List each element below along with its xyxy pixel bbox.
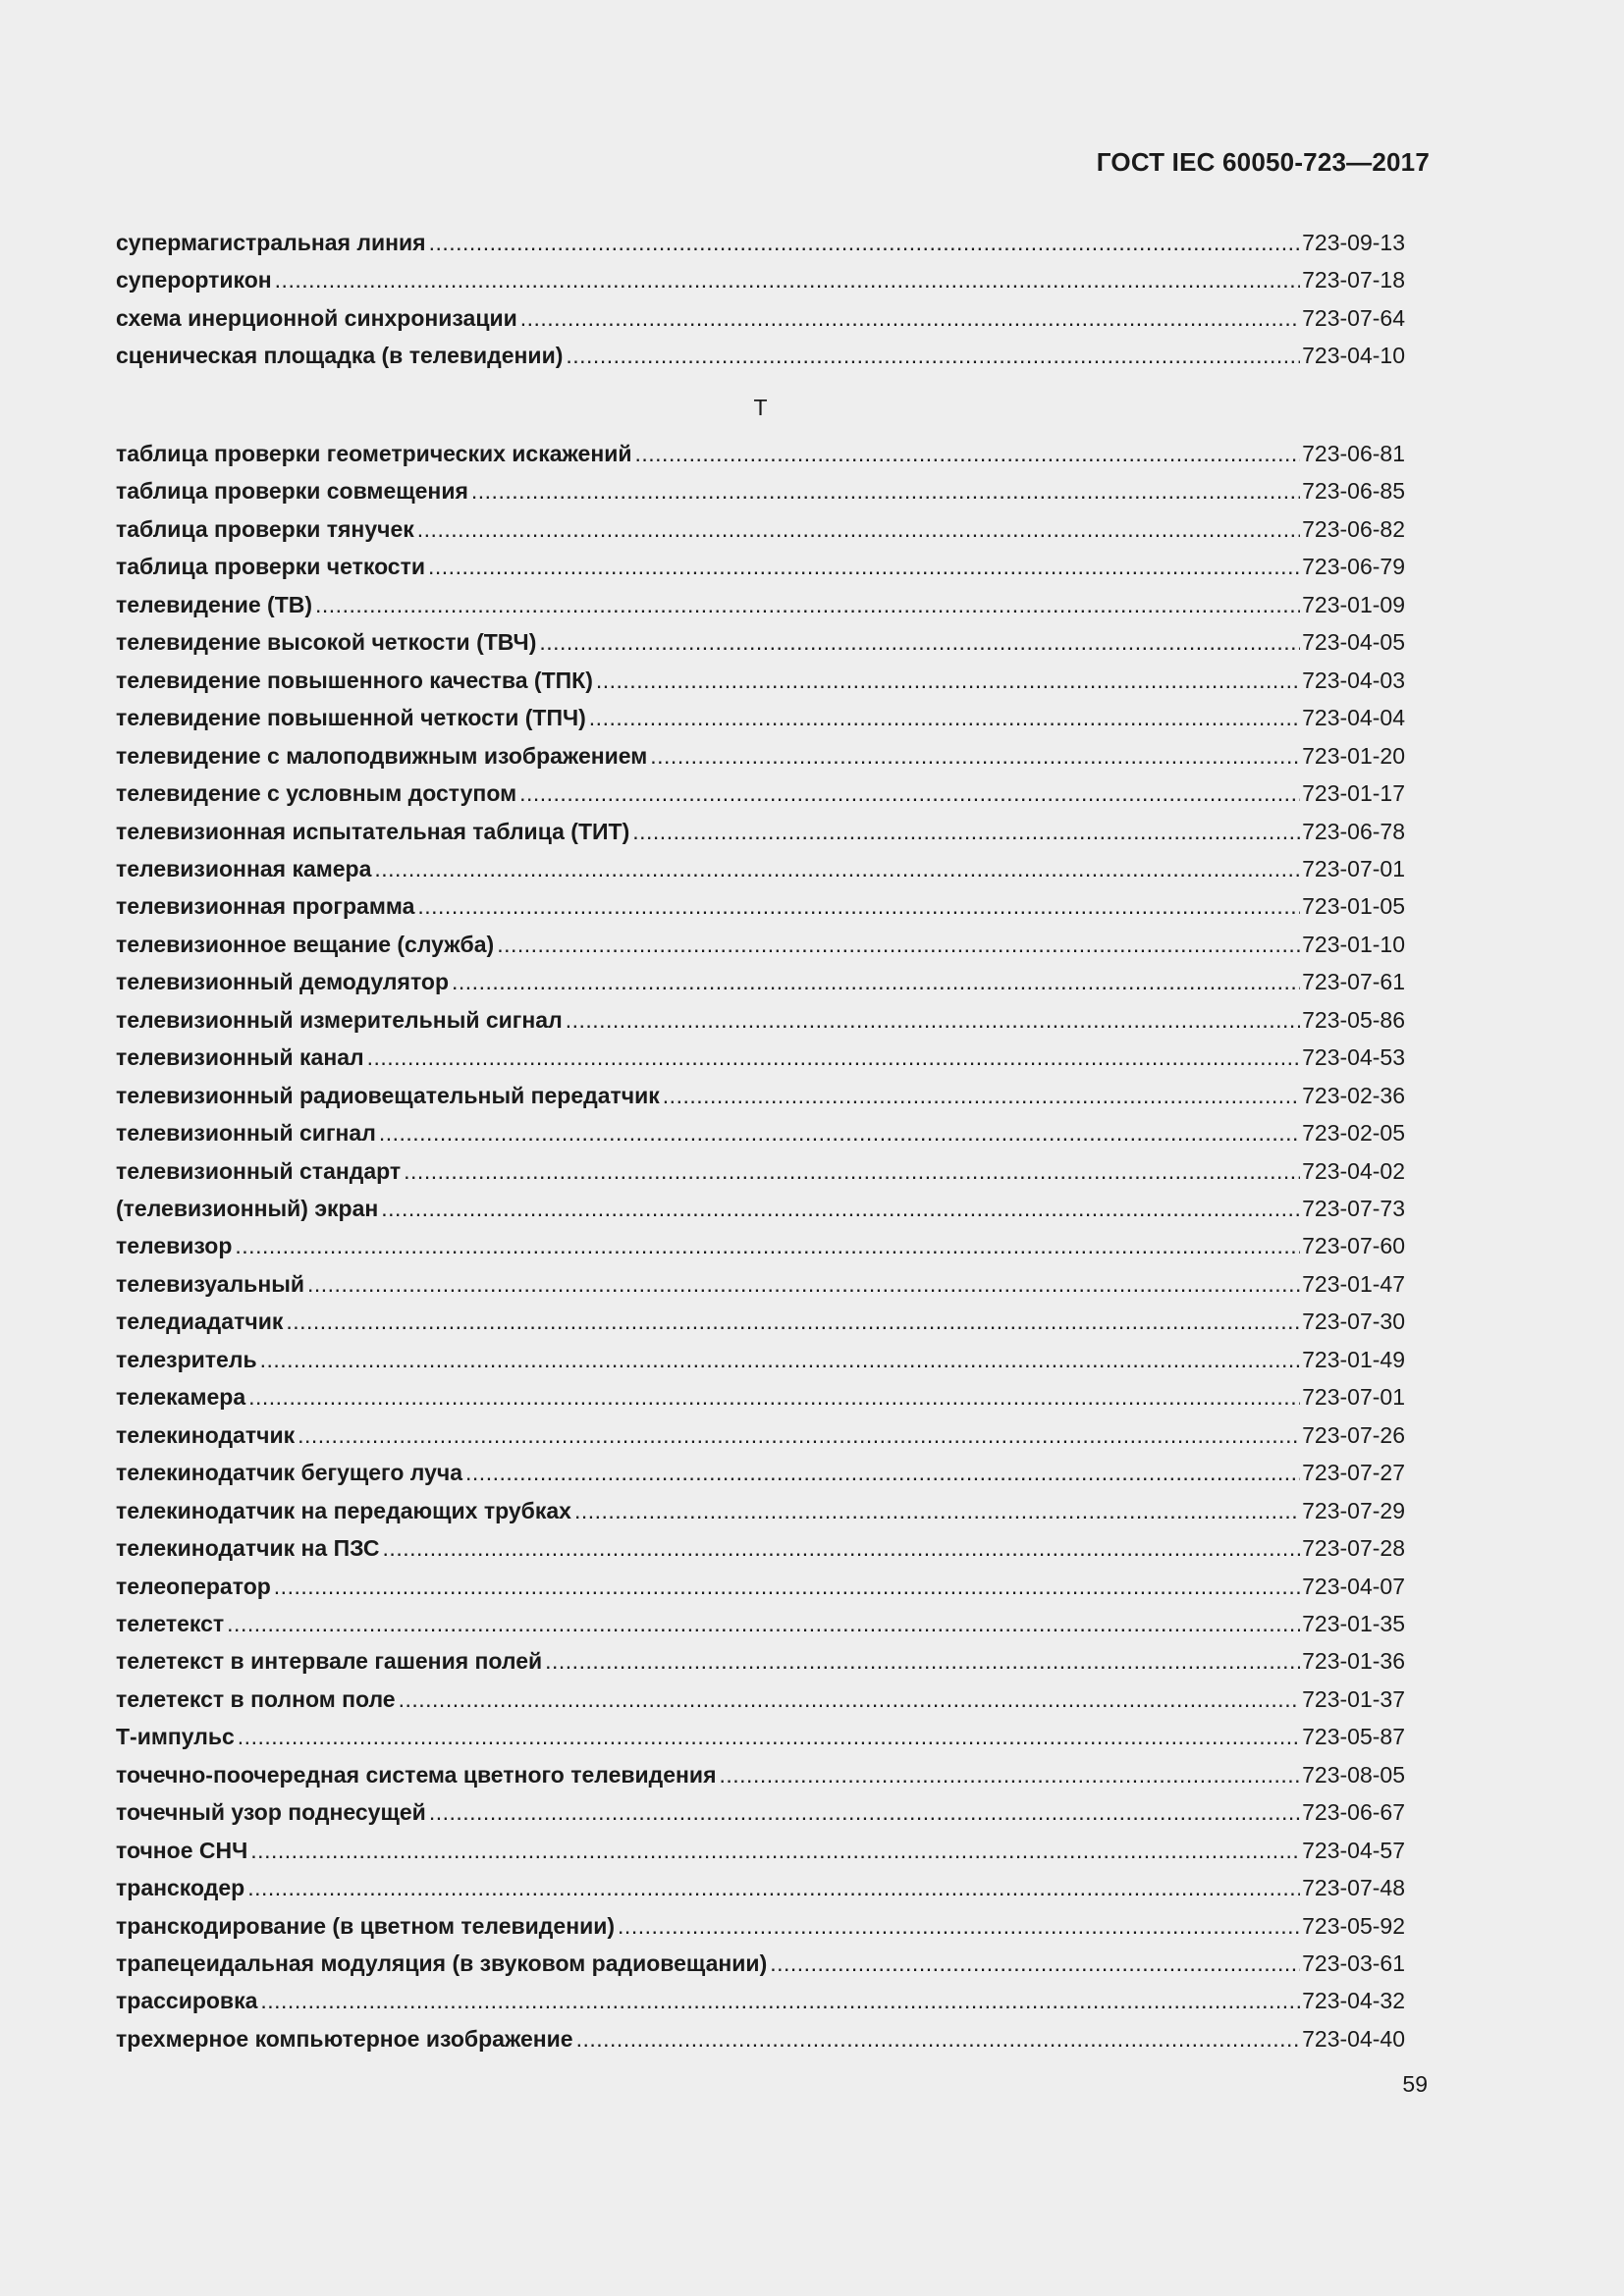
index-entry <box>116 1378 1405 1415</box>
index-term: телевидение повышенной четкости (ТПЧ) <box>116 705 586 731</box>
index-code: 723-07-01 <box>1302 1384 1405 1411</box>
index-term: телекинодатчик на передающих трубках <box>116 1497 571 1523</box>
index-code: 723-04-53 <box>1302 1044 1405 1071</box>
index-term: суперортикон <box>116 267 272 294</box>
index-term: телевизионный канал <box>116 1044 364 1071</box>
index-code: 723-05-92 <box>1302 1912 1405 1939</box>
index-entry <box>116 699 1405 736</box>
index-term: транскодирование (в цветном телевидении) <box>116 1912 616 1939</box>
dot-leader <box>632 813 1300 850</box>
dot-leader <box>379 1114 1300 1151</box>
index-code: 723-06-78 <box>1302 818 1405 844</box>
index-entry <box>116 435 1405 472</box>
dot-leader <box>635 435 1301 472</box>
index-code: 723-01-09 <box>1302 591 1405 617</box>
index-code: 723-09-13 <box>1302 230 1405 255</box>
dot-leader <box>566 337 1300 374</box>
dot-leader <box>260 1341 1301 1378</box>
index-code: 723-08-05 <box>1302 1761 1405 1788</box>
index-entry <box>116 1303 1405 1340</box>
index-code: 723-04-02 <box>1302 1157 1405 1184</box>
index-entry <box>116 261 1405 298</box>
index-code: 723-06-79 <box>1302 554 1405 580</box>
dot-leader <box>497 926 1300 963</box>
index-term: телекинодатчик <box>116 1421 296 1448</box>
index-code: 723-01-47 <box>1302 1270 1405 1297</box>
index-entry <box>116 1190 1405 1227</box>
index-term: телевизионное вещание (служба) <box>116 931 495 957</box>
index-code: 723-07-61 <box>1302 969 1405 995</box>
dot-leader <box>298 1416 1300 1454</box>
index-entry <box>116 1529 1405 1567</box>
index-code: 723-07-28 <box>1302 1535 1405 1562</box>
dot-leader <box>383 1529 1301 1567</box>
index-entry <box>116 774 1405 812</box>
index-code: 723-01-35 <box>1302 1610 1405 1636</box>
index-entry <box>116 1001 1405 1039</box>
index-term: теледиадатчик <box>116 1308 284 1335</box>
index-term: трассировка <box>116 1988 258 2014</box>
index-term: телеоператор <box>116 1573 271 1599</box>
index-entry <box>116 1756 1405 1793</box>
document-header: ГОСТ IEC 60050-723—2017 <box>1096 147 1430 177</box>
index-code: 723-01-37 <box>1302 1685 1405 1712</box>
dot-leader <box>720 1756 1301 1793</box>
index-term: таблица проверки четкости <box>116 554 426 580</box>
index-term: телетекст <box>116 1610 225 1636</box>
dot-leader <box>315 586 1300 623</box>
index-term: точечно-поочередная система цветного телевидения <box>116 1761 717 1788</box>
dot-leader <box>381 1190 1300 1227</box>
index-term: таблица проверки совмещения <box>116 478 468 505</box>
index-code: 723-01-17 <box>1302 780 1405 807</box>
dot-leader <box>589 699 1300 736</box>
index-code: 723-06-81 <box>1302 441 1405 466</box>
index-entry <box>116 1869 1405 1906</box>
index-code: 723-07-64 <box>1302 304 1405 331</box>
index-code: 723-01-05 <box>1302 893 1405 920</box>
index-code: 723-05-87 <box>1302 1724 1405 1750</box>
dot-leader <box>770 1945 1300 1982</box>
dot-leader <box>566 1001 1300 1039</box>
index-term: телевизионный стандарт <box>116 1157 402 1184</box>
index-entry <box>116 1152 1405 1190</box>
dot-leader <box>650 737 1300 774</box>
index-code: 723-07-73 <box>1302 1196 1405 1221</box>
index-code: 723-04-10 <box>1302 343 1405 369</box>
index-code: 723-04-05 <box>1302 629 1405 656</box>
dot-leader <box>428 548 1300 585</box>
dot-leader <box>574 1492 1300 1529</box>
index-term: телевизионная камера <box>116 855 372 881</box>
index-entry <box>116 1568 1405 1605</box>
index-entry <box>116 963 1405 1000</box>
dot-leader <box>274 1568 1300 1605</box>
index-term: телевидение повышенного качества (ТПК) <box>116 667 593 693</box>
index-entry <box>116 1982 1405 2019</box>
dot-leader <box>596 662 1300 699</box>
index-term: телевидение высокой четкости (ТВЧ) <box>116 629 537 656</box>
index-code: 723-02-36 <box>1302 1082 1405 1108</box>
index-entry <box>116 2020 1405 2057</box>
index-code: 723-07-27 <box>1302 1460 1405 1486</box>
index-term: (телевизионный) экран <box>116 1196 379 1221</box>
dot-leader <box>247 1869 1300 1906</box>
index-entry <box>116 337 1405 374</box>
dot-leader <box>520 299 1300 337</box>
dot-leader <box>260 1982 1300 2019</box>
index-term: телевизионный демодулятор <box>116 969 450 995</box>
index-code: 723-07-60 <box>1302 1233 1405 1259</box>
index-code: 723-06-82 <box>1302 515 1405 542</box>
index-code: 723-07-48 <box>1302 1875 1405 1901</box>
index-entry <box>116 1832 1405 1869</box>
index-entry <box>116 737 1405 774</box>
index-entry <box>116 662 1405 699</box>
dot-leader <box>248 1378 1300 1415</box>
index-entry <box>116 548 1405 585</box>
index-code: 723-04-07 <box>1302 1573 1405 1599</box>
index-entry <box>116 1341 1405 1378</box>
index-term: телевизионный радиовещательный передатчик <box>116 1082 660 1108</box>
index-term: таблица проверки тянучек <box>116 515 414 542</box>
dot-leader <box>238 1718 1300 1755</box>
dot-leader <box>539 623 1300 661</box>
index-term: сценическая площадка (в телевидении) <box>116 343 564 369</box>
index-code: 723-07-18 <box>1302 267 1405 294</box>
index-term: телевизионная программа <box>116 893 415 920</box>
dot-leader <box>399 1681 1301 1718</box>
index-term: трехмерное компьютерное изображение <box>116 2025 573 2052</box>
dot-leader <box>367 1039 1301 1076</box>
index-entry <box>116 926 1405 963</box>
dot-leader <box>471 472 1300 509</box>
index-entry <box>116 1642 1405 1680</box>
index-entry <box>116 887 1405 925</box>
index-term: телекамера <box>116 1384 246 1411</box>
dot-leader <box>429 1793 1300 1831</box>
index-code: 723-07-01 <box>1302 855 1405 881</box>
index-entry <box>116 1681 1405 1718</box>
dot-leader <box>417 887 1300 925</box>
dot-leader <box>286 1303 1300 1340</box>
dot-leader <box>519 774 1300 812</box>
index-term: телевидение с условным доступом <box>116 780 517 807</box>
index-entry <box>116 1945 1405 1982</box>
index-code: 723-04-03 <box>1302 667 1405 693</box>
index-entry <box>116 1492 1405 1529</box>
dot-leader <box>618 1907 1300 1945</box>
index-term: телевидение с малоподвижным изображением <box>116 742 648 769</box>
index-entry <box>116 1907 1405 1945</box>
index-code: 723-01-10 <box>1302 931 1405 957</box>
index-term: телекинодатчик бегущего луча <box>116 1460 463 1486</box>
index-term: телевизуальный <box>116 1270 304 1297</box>
index-code: 723-07-30 <box>1302 1308 1405 1335</box>
dot-leader <box>227 1605 1300 1642</box>
index-code: 723-04-04 <box>1302 705 1405 731</box>
index-term: Т-импульс <box>116 1724 235 1750</box>
dot-leader <box>275 261 1300 298</box>
index-entry <box>116 1718 1405 1755</box>
index-term: телезритель <box>116 1346 257 1372</box>
index-entry <box>116 586 1405 623</box>
index-entry <box>116 1077 1405 1114</box>
index-term: телевизионный измерительный сигнал <box>116 1006 563 1033</box>
dot-leader <box>545 1642 1300 1680</box>
index-entry <box>116 1793 1405 1831</box>
dot-leader <box>250 1832 1300 1869</box>
index-entry <box>116 299 1405 337</box>
index-code: 723-02-05 <box>1302 1120 1405 1147</box>
index-term: телекинодатчик на ПЗС <box>116 1535 380 1562</box>
dot-leader <box>404 1152 1300 1190</box>
index-entry <box>116 224 1405 261</box>
dot-leader <box>235 1227 1300 1264</box>
index-code: 723-01-36 <box>1302 1648 1405 1675</box>
index-code: 723-04-32 <box>1302 1988 1405 2014</box>
dot-leader <box>307 1265 1300 1303</box>
page-number: 59 <box>1402 2071 1428 2097</box>
dot-leader <box>663 1077 1300 1114</box>
index-term: точечный узор поднесущей <box>116 1799 426 1826</box>
index-code: 723-07-26 <box>1302 1421 1405 1448</box>
index-term: супермагистральная линия <box>116 230 426 255</box>
dot-leader <box>452 963 1300 1000</box>
index-entry <box>116 1114 1405 1151</box>
dot-leader <box>429 224 1301 261</box>
index-code: 723-03-61 <box>1302 1950 1405 1976</box>
index-term: схема инерционной синхронизации <box>116 304 517 331</box>
index-code: 723-01-49 <box>1302 1346 1405 1372</box>
index-term: телевидение (ТВ) <box>116 591 313 617</box>
index-entry <box>116 1265 1405 1303</box>
index-entry <box>116 850 1405 887</box>
dot-leader <box>417 510 1300 548</box>
index-term: точное СНЧ <box>116 1837 248 1863</box>
index-code: 723-01-20 <box>1302 742 1405 769</box>
index-term: таблица проверки геометрических искажений <box>116 441 632 466</box>
index-entry <box>116 472 1405 509</box>
index-entry <box>116 1039 1405 1076</box>
index-entry <box>116 1227 1405 1264</box>
index-code: 723-06-67 <box>1302 1799 1405 1826</box>
index-entry <box>116 1605 1405 1642</box>
index-entry <box>116 813 1405 850</box>
index-entry <box>116 1454 1405 1491</box>
index-term: телевизор <box>116 1233 233 1259</box>
index-term: телевизионный сигнал <box>116 1120 376 1147</box>
index-code: 723-04-40 <box>1302 2025 1405 2052</box>
index-code: 723-06-85 <box>1302 478 1405 505</box>
index-entry <box>116 1416 1405 1454</box>
dot-leader <box>576 2020 1301 2057</box>
index-term: трапецеидальная модуляция (в звуковом радиовещании) <box>116 1950 768 1976</box>
index-term: транскодер <box>116 1875 245 1901</box>
index-code: 723-07-29 <box>1302 1497 1405 1523</box>
index-code: 723-05-86 <box>1302 1006 1405 1033</box>
index-term: телетекст в полном поле <box>116 1685 396 1712</box>
section-letter: Т <box>753 395 768 420</box>
index-entry <box>116 623 1405 661</box>
index-entry <box>116 510 1405 548</box>
dot-leader <box>465 1454 1300 1491</box>
index-term: телетекст в интервале гашения полей <box>116 1648 543 1675</box>
index-code: 723-04-57 <box>1302 1837 1405 1863</box>
index-term: телевизионная испытательная таблица (ТИТ) <box>116 818 630 844</box>
dot-leader <box>374 850 1300 887</box>
